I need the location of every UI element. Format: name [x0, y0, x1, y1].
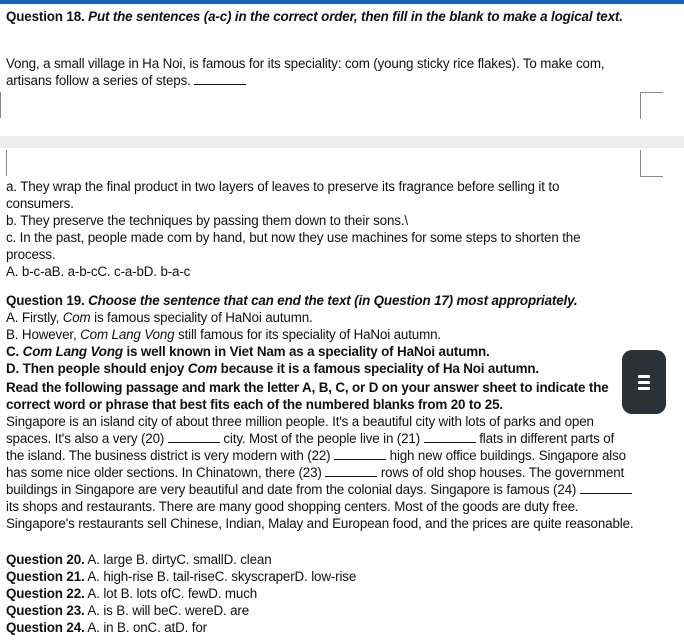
frame-corner-top-right: [640, 92, 663, 119]
question-19-instruction: Choose the sentence that can end the text (in Question 17) most appropriately.: [88, 293, 578, 308]
option-a-italic: Com: [62, 310, 91, 325]
question-23: [6, 602, 636, 619]
question-label: Question 22.: [6, 586, 85, 601]
question-20: [6, 551, 636, 568]
question-19-heading: [6, 292, 636, 309]
fill-blank[interactable]: [194, 72, 246, 85]
menu-icon-bar: [638, 381, 650, 384]
option-b-rest: still famous for its speciality of HaNoi autumn.: [174, 327, 441, 342]
sentence-a: a. They wrap the final product in two layers of leaves to preserve its fragrance before selling it to consumers.: [6, 179, 560, 211]
option-b-italic: Com Lang Vong: [80, 327, 175, 342]
question-options: A. in B. onC. atD. for: [87, 620, 207, 635]
frame-corner-bottom-right: [640, 150, 663, 177]
frame-corner-bottom-left: [6, 150, 29, 176]
passage-part-6: its shops and restaurants. There are many good shopping centers. Most of the goods are duty free. Singapore's restaurants sell Chinese, Indian, Malay and European food, and the prices are quite reasonable.: [6, 499, 634, 531]
floating-menu-button[interactable]: [622, 350, 666, 414]
option-b: [6, 326, 636, 343]
top-accent-bar: [0, 0, 684, 4]
question-18-instruction: Put the sentences (a-c) in the correct order, then fill in the blank to make a logical text.: [88, 9, 623, 24]
question-19-label: Question 19.: [6, 293, 85, 308]
option-a: [6, 309, 636, 326]
option-d-text: D. Then people should enjoy: [6, 361, 188, 376]
sentence-c: c. In the past, people made com by hand, but now they use machines for some steps to shorten the process.: [6, 230, 581, 262]
question-18-heading: [6, 8, 636, 25]
question-18-label: Question 18.: [6, 9, 85, 24]
question-18-passage: [6, 55, 606, 89]
option-c-rest: is well known in Viet Nam as a speciality of HaNoi autumn.: [122, 344, 490, 359]
question-options: A. lot B. lots ofC. fewD. much: [87, 586, 258, 601]
passage-part-1: Singapore is an island city of about three million people. It's a beautiful city with lots of parks and open spaces. It's also a very (20): [6, 414, 594, 446]
option-d: [6, 360, 636, 377]
section-divider: [0, 136, 684, 148]
blank-23[interactable]: [325, 464, 377, 477]
question-21: [6, 568, 636, 585]
menu-icon-bar: [638, 387, 650, 390]
question-label: Question 23.: [6, 603, 85, 618]
menu-icon: [638, 375, 650, 378]
reading-passage: [6, 413, 634, 532]
option-b-text: B. However,: [6, 327, 81, 342]
passage-text: Vong, a small village in Ha Noi, is famous for its speciality: com (young sticky rice flakes). To make com, artisans follow a series of steps.: [6, 56, 605, 88]
question-options: A. high-rise B. tail-riseC. skyscraperD. low-rise: [87, 569, 357, 584]
question-label: Question 21.: [6, 569, 85, 584]
question-label: Question 20.: [6, 552, 85, 567]
option-a-rest: is famous speciality of HaNoi autumn.: [90, 310, 313, 325]
sentence-b: b. They preserve the techniques by passing them down to their sons.\: [6, 213, 408, 228]
blank-21[interactable]: [424, 430, 476, 443]
question-list: [6, 551, 636, 636]
option-c-italic: Com Lang Vong: [22, 344, 123, 359]
frame-corner-top-left: [0, 92, 23, 118]
passage-part-5: rows of old shop houses. The government buildings in Singapore are very beautiful and date from the colonial days. Singapore is famous (24): [6, 465, 625, 497]
option-a-text: A. Firstly,: [6, 310, 63, 325]
question-19: [6, 292, 636, 377]
blank-20[interactable]: [168, 430, 220, 443]
question-18-sentences: [6, 178, 621, 280]
reading-instruction: Read the following passage and mark the letter A, B, C, or D on your answer sheet to indicate the correct word or phrase that best fits each of the numbered blanks from 20 to 25.: [6, 380, 609, 412]
passage-part-4: high new office buildings. Singapore also has some nice older sections. In Chinatown, there (23): [6, 448, 626, 480]
option-d-italic: Com: [187, 361, 218, 376]
option-d-rest: because it is a famous speciality of Ha Noi autumn.: [217, 361, 539, 376]
passage-part-3: flats in different parts of the island. The business district is very modern with (22): [6, 431, 615, 463]
blank-22[interactable]: [334, 447, 386, 460]
question-22: [6, 585, 636, 602]
question-options: A. large B. dirtyC. smallD. clean: [87, 552, 272, 567]
option-c-text: C.: [6, 344, 23, 359]
question-24: [6, 619, 636, 636]
option-c: [6, 343, 636, 360]
passage-part-2: city. Most of the people live in (21): [223, 431, 421, 446]
blank-24[interactable]: [580, 481, 632, 494]
question-18-options: A. b-c-aB. a-b-cC. c-a-bD. b-a-c: [6, 264, 191, 279]
question-label: Question 24.: [6, 620, 85, 635]
question-options: A. is B. will beC. wereD. are: [87, 603, 250, 618]
